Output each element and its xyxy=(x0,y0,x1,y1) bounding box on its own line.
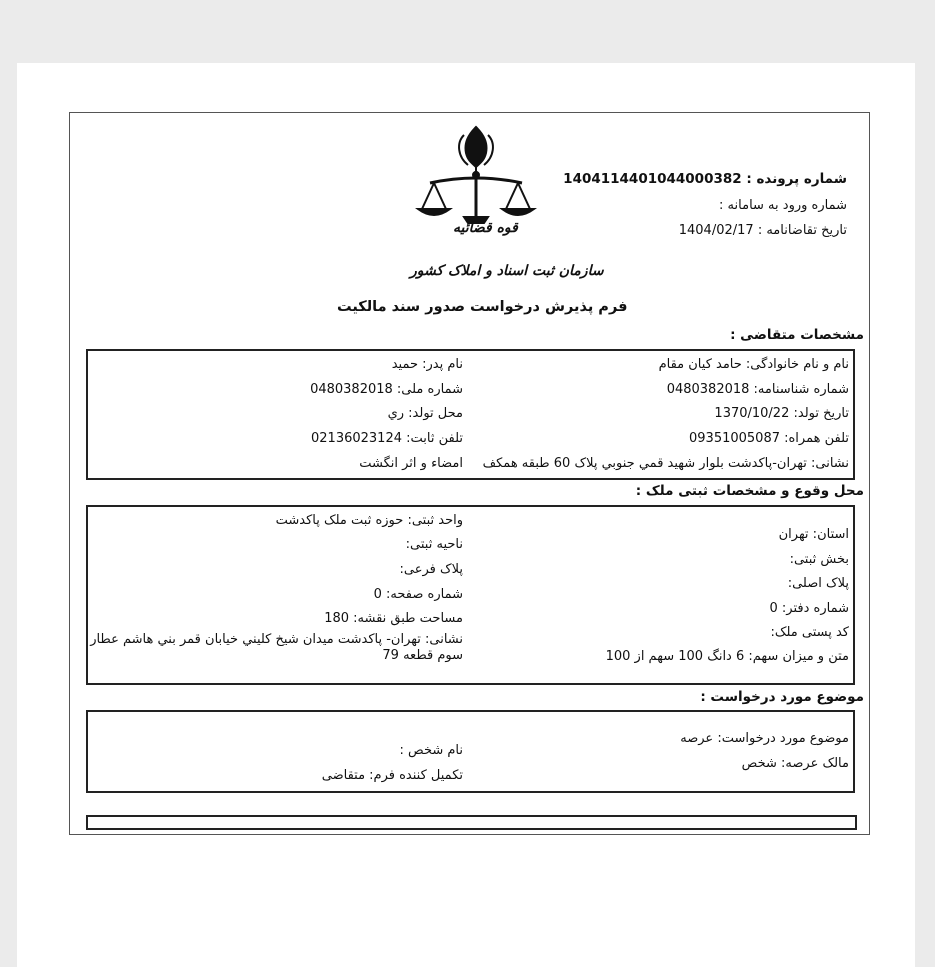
father-name: نام پدر: حمید xyxy=(391,357,463,372)
share-amount: متن و میزان سهم: 6 دانگ 100 سهم از 100 xyxy=(605,649,849,664)
entry-number: شماره ورود به سامانه : xyxy=(719,198,847,213)
request-box xyxy=(86,710,855,793)
postal-code: کد پستی ملک: xyxy=(770,625,849,640)
book-number: شماره دفتر: 0 xyxy=(769,601,849,616)
registry-area: ناحیه ثبتی: xyxy=(405,537,463,552)
property-section-title: محل وقوع و مشخصات ثبتی ملک : xyxy=(635,483,864,499)
property-box xyxy=(86,505,855,685)
empty-footer-box xyxy=(86,815,857,830)
applicant-address: نشانی: تهران-پاکدشت بلوار شهید قمي جنوبي پلاک 60 طبقه همکف xyxy=(482,456,849,471)
case-number: 140411440104400038​2 xyxy=(563,171,742,187)
land-owner: مالک عرصه: شخص xyxy=(741,756,849,771)
sub-plate: پلاک فرعی: xyxy=(399,562,463,577)
id-number: شماره شناسنامه: 0480382018 xyxy=(666,382,849,397)
completed-by: تکمیل کننده فرم: متقاضی xyxy=(321,768,463,783)
page-number: شماره صفحه: 0 xyxy=(373,587,463,602)
national-id: شماره ملی: 0480382018 xyxy=(310,382,463,397)
applicant-box xyxy=(86,349,855,480)
province: استان: تهران xyxy=(778,527,849,542)
document-page xyxy=(17,63,915,967)
signature-label: امضاء و اثر انگشت xyxy=(359,456,463,471)
main-plate: پلاک اصلی: xyxy=(787,576,849,591)
birth-date: تاریخ تولد: 1370/10/22 xyxy=(714,406,849,421)
applicant-section-title: مشخصات متقاضی : xyxy=(730,327,864,343)
request-date-label: تاریخ تقاضانامه : xyxy=(757,223,847,238)
form-title: فرم پذیرش درخواست صدور سند مالکیت xyxy=(337,299,628,315)
request-date: 1404/02/17 xyxy=(678,223,754,238)
person-name: نام شخص : xyxy=(399,743,463,758)
registry-section: بخش ثبتی: xyxy=(789,552,849,567)
registry-unit: واحد ثبتی: حوزه ثبت ملک پاکدشت xyxy=(275,513,463,528)
case-number-line xyxy=(563,171,847,187)
request-date-line xyxy=(679,223,847,239)
mobile-phone: تلفن همراه: 09351005087 xyxy=(689,431,849,446)
request-subject: موضوع مورد درخواست: عرصه xyxy=(680,731,849,746)
birth-place: محل تولد: ري xyxy=(387,406,463,421)
organization-name: سازمان ثبت اسناد و املاک کشور xyxy=(410,263,604,279)
map-area: مساحت طبق نقشه: 180 xyxy=(324,611,463,626)
case-number-label: شماره پرونده : xyxy=(746,171,847,187)
property-address: نشانی: تهران- پاکدشت میدان شیخ کلیني خیابان قمر بني هاشم عطار سوم قطعه 79 xyxy=(90,632,463,663)
request-section-title: موضوع مورد درخواست : xyxy=(700,689,864,705)
full-name: نام و نام خانوادگی: حامد کیان مقام xyxy=(658,357,849,372)
form-frame xyxy=(69,112,870,835)
judiciary-emblem-icon xyxy=(406,121,546,286)
landline-phone: تلفن ثابت: 02136023124 xyxy=(311,431,463,446)
emblem-caption: قوه قضائیه xyxy=(453,220,518,236)
